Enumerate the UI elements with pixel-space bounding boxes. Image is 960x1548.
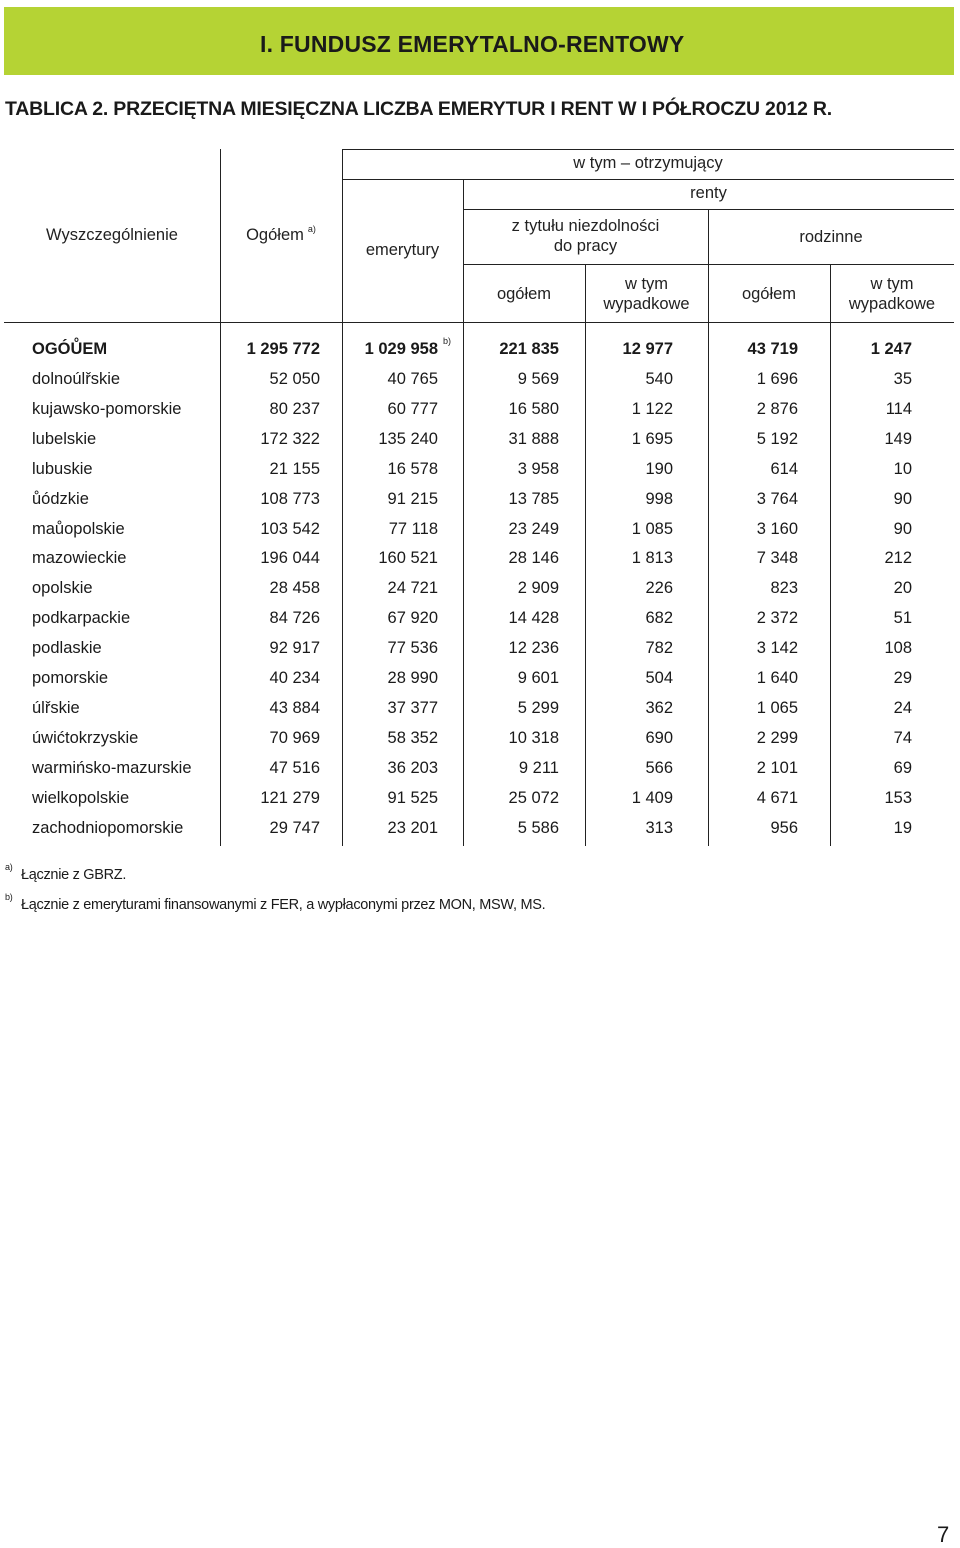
- cell-emerytury: 60 777: [387, 399, 438, 418]
- cell-rodzinne-ogolem: 823: [770, 579, 798, 598]
- row-name: lubuskie: [32, 459, 93, 478]
- footnote-mark-a: a): [307, 224, 316, 234]
- row-name: podlaskie: [32, 639, 102, 658]
- cell-ogolem: 28 458: [269, 579, 320, 598]
- cell-ogolem: 103 542: [260, 519, 320, 538]
- header-niezdolnosci-ogolem: ogółem: [496, 285, 552, 303]
- cell-rodzinne-wypadkowe: 35: [893, 370, 912, 388]
- cell-niezdolnosci-wypadkowe: 362: [645, 698, 673, 717]
- cell-rodzinne-ogolem: 43 719: [747, 340, 798, 358]
- row-name: dolnoúlřskie: [32, 370, 121, 388]
- cell-emerytury: 1 029 958: [364, 340, 438, 358]
- cell-rodzinne-wypadkowe: 19: [893, 818, 912, 837]
- cell-rodzinne-wypadkowe: 51: [893, 609, 912, 628]
- cell-emerytury: 36 203: [387, 758, 438, 777]
- header-rodzinne-ogolem: ogółem: [741, 285, 797, 303]
- cell-niezdolnosci-wypadkowe: 782: [645, 639, 673, 658]
- table-row: [0, 753, 960, 783]
- cell-niezdolnosci-wypadkowe: 1 695: [631, 429, 673, 448]
- cell-emerytury: 37 377: [387, 698, 438, 717]
- header-top-rule: [342, 149, 954, 150]
- page-number: 7: [937, 1522, 950, 1547]
- cell-niezdolnosci-wypadkowe: 540: [645, 370, 673, 388]
- table-row: [0, 783, 960, 813]
- cell-rodzinne-ogolem: 3 142: [756, 639, 798, 658]
- cell-niezdolnosci-wypadkowe: 682: [645, 609, 673, 628]
- cell-rodzinne-ogolem: 7 348: [756, 549, 798, 568]
- table-row: [0, 424, 960, 454]
- cell-ogolem: 52 050: [269, 370, 320, 388]
- table-row: [0, 693, 960, 723]
- cell-rodzinne-ogolem: 2 876: [756, 399, 798, 418]
- cell-rodzinne-ogolem: 5 192: [756, 429, 798, 448]
- footnote-a-text: Łącznie z GBRZ.: [21, 867, 127, 883]
- cell-emerytury: 40 765: [387, 370, 438, 388]
- header-renty: renty: [690, 184, 727, 202]
- table-row: [0, 723, 960, 753]
- cell-rodzinne-wypadkowe: 212: [884, 549, 912, 568]
- cell-rodzinne-ogolem: 3 764: [756, 489, 798, 508]
- header-rule-renty: [342, 179, 954, 180]
- cell-ogolem: 40 234: [269, 669, 320, 687]
- cell-rodzinne-ogolem: 2 299: [756, 728, 798, 747]
- cell-emerytury: 23 201: [387, 818, 438, 837]
- header-rodzinne-wypadkowe: w tym wypadkowe: [848, 275, 936, 313]
- cell-ogolem: 29 747: [269, 818, 320, 837]
- row-name: OGÓŮEM: [32, 340, 108, 358]
- table-row: [0, 573, 960, 603]
- cell-rodzinne-wypadkowe: 24: [893, 698, 912, 717]
- row-name: warmińsko-mazurskie: [32, 758, 192, 777]
- cell-ogolem: 108 773: [260, 489, 320, 508]
- table-row-total: [0, 334, 960, 364]
- cell-rodzinne-ogolem: 1 065: [756, 698, 798, 717]
- table-row: [0, 633, 960, 663]
- row-name: mazowieckie: [32, 549, 127, 568]
- header-niezdolnosci-wypadkowe: w tym wypadkowe: [603, 275, 690, 313]
- cell-niezdolnosci-wypadkowe: 1 122: [631, 399, 673, 418]
- table-row: [0, 364, 960, 394]
- cell-emerytury: 77 536: [387, 639, 438, 658]
- cell-niezdolnosci-ogolem: 9 569: [517, 370, 559, 388]
- footnote-b-mark: b): [5, 892, 13, 902]
- cell-niezdolnosci-ogolem: 2 909: [517, 579, 559, 598]
- cell-rodzinne-ogolem: 956: [770, 818, 798, 837]
- row-name: zachodniopomorskie: [32, 818, 184, 837]
- cell-niezdolnosci-ogolem: 5 586: [517, 818, 559, 837]
- cell-niezdolnosci-wypadkowe: 690: [645, 728, 673, 747]
- cell-rodzinne-wypadkowe: 10: [893, 459, 912, 478]
- cell-niezdolnosci-wypadkowe: 1 409: [631, 788, 673, 807]
- row-name: ůódzkie: [32, 489, 89, 508]
- table-title: TABLICA 2. PRZECIĘTNA MIESIĘCZNA LICZBA EMERYTUR I RENT W I PÓŁROCZU 2012 R.: [5, 98, 832, 120]
- header-rodzinne: rodzinne: [799, 228, 863, 246]
- header-w-tym-otrzymujacy: w tym – otrzymujący: [573, 154, 723, 172]
- cell-rodzinne-wypadkowe: 90: [893, 489, 912, 508]
- cell-niezdolnosci-wypadkowe: 1 085: [631, 519, 673, 538]
- cell-rodzinne-ogolem: 2 101: [756, 758, 798, 777]
- table-row: [0, 543, 960, 573]
- cell-niezdolnosci-wypadkowe: 1 813: [631, 549, 673, 568]
- cell-ogolem: 21 155: [269, 459, 320, 478]
- cell-ogolem: 43 884: [269, 698, 320, 717]
- row-name: pomorskie: [32, 669, 109, 687]
- footnote-b-text: Łącznie z emeryturami finansowanymi z FER, a wypłaconymi przez MON, MSW, MS.: [21, 897, 546, 913]
- cell-emerytury: 160 521: [378, 549, 438, 568]
- table-row: [0, 813, 960, 843]
- header-wyszczegolnienie: Wyszczególnienie: [46, 226, 178, 244]
- cell-niezdolnosci-ogolem: 221 835: [499, 340, 559, 358]
- cell-rodzinne-ogolem: 1 696: [756, 370, 798, 388]
- cell-rodzinne-wypadkowe: 74: [893, 728, 912, 747]
- cell-niezdolnosci-wypadkowe: 313: [645, 818, 673, 837]
- table-row: [0, 663, 960, 693]
- cell-emerytury: 58 352: [387, 728, 438, 747]
- header-bottom-rule: [4, 322, 954, 323]
- row-name: podkarpackie: [32, 609, 131, 628]
- cell-niezdolnosci-wypadkowe: 190: [645, 459, 673, 478]
- section-title: I. FUNDUSZ EMERYTALNO-RENTOWY: [260, 31, 685, 57]
- cell-emerytury: 24 721: [387, 579, 438, 598]
- cell-niezdolnosci-ogolem: 3 958: [517, 459, 559, 478]
- cell-emerytury: 135 240: [378, 429, 438, 448]
- cell-niezdolnosci-ogolem: 31 888: [508, 429, 559, 448]
- header-emerytury: emerytury: [365, 241, 440, 259]
- table-row: [0, 454, 960, 484]
- cell-emerytury: 91 525: [387, 788, 438, 807]
- cell-emerytury: 67 920: [387, 609, 438, 628]
- footnote-mark-b: b): [443, 336, 452, 346]
- cell-rodzinne-ogolem: 3 160: [756, 519, 798, 538]
- row-name: kujawsko-pomorskie: [32, 399, 182, 418]
- cell-rodzinne-wypadkowe: 69: [893, 758, 912, 777]
- row-name: opolskie: [32, 579, 93, 598]
- cell-ogolem: 92 917: [269, 639, 320, 658]
- cell-rodzinne-wypadkowe: 153: [884, 788, 912, 807]
- cell-ogolem: 70 969: [269, 728, 320, 747]
- header-ogolem: Ogółem $^{a)}$: [246, 224, 316, 244]
- cell-niezdolnosci-ogolem: 14 428: [508, 609, 559, 628]
- cell-ogolem: 80 237: [269, 399, 320, 418]
- cell-niezdolnosci-ogolem: 9 211: [518, 758, 559, 777]
- table-row: [0, 603, 960, 633]
- cell-rodzinne-ogolem: 614: [770, 459, 798, 478]
- cell-ogolem: 172 322: [260, 429, 320, 448]
- cell-rodzinne-wypadkowe: 114: [885, 399, 912, 418]
- table-row: [0, 394, 960, 424]
- row-name: lubelskie: [32, 429, 97, 448]
- cell-ogolem: 1 295 772: [246, 340, 320, 358]
- cell-niezdolnosci-wypadkowe: 226: [645, 579, 673, 598]
- cell-ogolem: 196 044: [260, 549, 320, 568]
- cell-niezdolnosci-ogolem: 12 236: [508, 639, 559, 658]
- cell-emerytury: 91 215: [387, 489, 438, 508]
- row-name: wielkopolskie: [32, 788, 130, 807]
- cell-emerytury: 16 578: [387, 459, 438, 478]
- cell-emerytury: 77 118: [388, 519, 438, 538]
- table-row: [0, 484, 960, 514]
- cell-niezdolnosci-wypadkowe: 504: [645, 669, 673, 687]
- cell-rodzinne-wypadkowe: 90: [893, 519, 912, 538]
- section-banner: [4, 7, 954, 75]
- cell-niezdolnosci-ogolem: 13 785: [508, 489, 559, 508]
- cell-niezdolnosci-wypadkowe: 566: [645, 758, 673, 777]
- cell-niezdolnosci-ogolem: 16 580: [508, 399, 559, 418]
- cell-ogolem: 47 516: [269, 758, 320, 777]
- cell-niezdolnosci-ogolem: 23 249: [508, 519, 559, 538]
- cell-rodzinne-ogolem: 2 372: [756, 609, 798, 628]
- cell-emerytury: 28 990: [387, 669, 438, 687]
- cell-rodzinne-ogolem: 1 640: [756, 669, 798, 687]
- header-niezdolnosci: z tytułu niezdolności do pracy: [511, 217, 660, 255]
- cell-niezdolnosci-wypadkowe: 998: [645, 489, 673, 508]
- footnote-a-mark: a): [5, 862, 13, 872]
- cell-ogolem: 84 726: [269, 609, 320, 628]
- row-name: maůopolskie: [32, 519, 125, 538]
- cell-rodzinne-wypadkowe: 20: [893, 579, 912, 598]
- cell-rodzinne-wypadkowe: 149: [884, 429, 912, 448]
- cell-rodzinne-wypadkowe: 1 247: [870, 340, 912, 358]
- cell-rodzinne-wypadkowe: 108: [884, 639, 912, 658]
- cell-rodzinne-wypadkowe: 29: [893, 669, 912, 687]
- table-row: [0, 514, 960, 544]
- row-name: úlřskie: [32, 698, 80, 717]
- cell-niezdolnosci-wypadkowe: 12 977: [622, 340, 673, 358]
- cell-niezdolnosci-ogolem: 9 601: [517, 669, 559, 687]
- cell-niezdolnosci-ogolem: 28 146: [508, 549, 559, 568]
- cell-niezdolnosci-ogolem: 25 072: [508, 788, 559, 807]
- cell-rodzinne-ogolem: 4 671: [756, 788, 798, 807]
- cell-niezdolnosci-ogolem: 5 299: [517, 698, 559, 717]
- row-name: úwićtokrzyskie: [32, 728, 139, 747]
- cell-niezdolnosci-ogolem: 10 318: [508, 728, 559, 747]
- cell-ogolem: 121 279: [260, 788, 320, 807]
